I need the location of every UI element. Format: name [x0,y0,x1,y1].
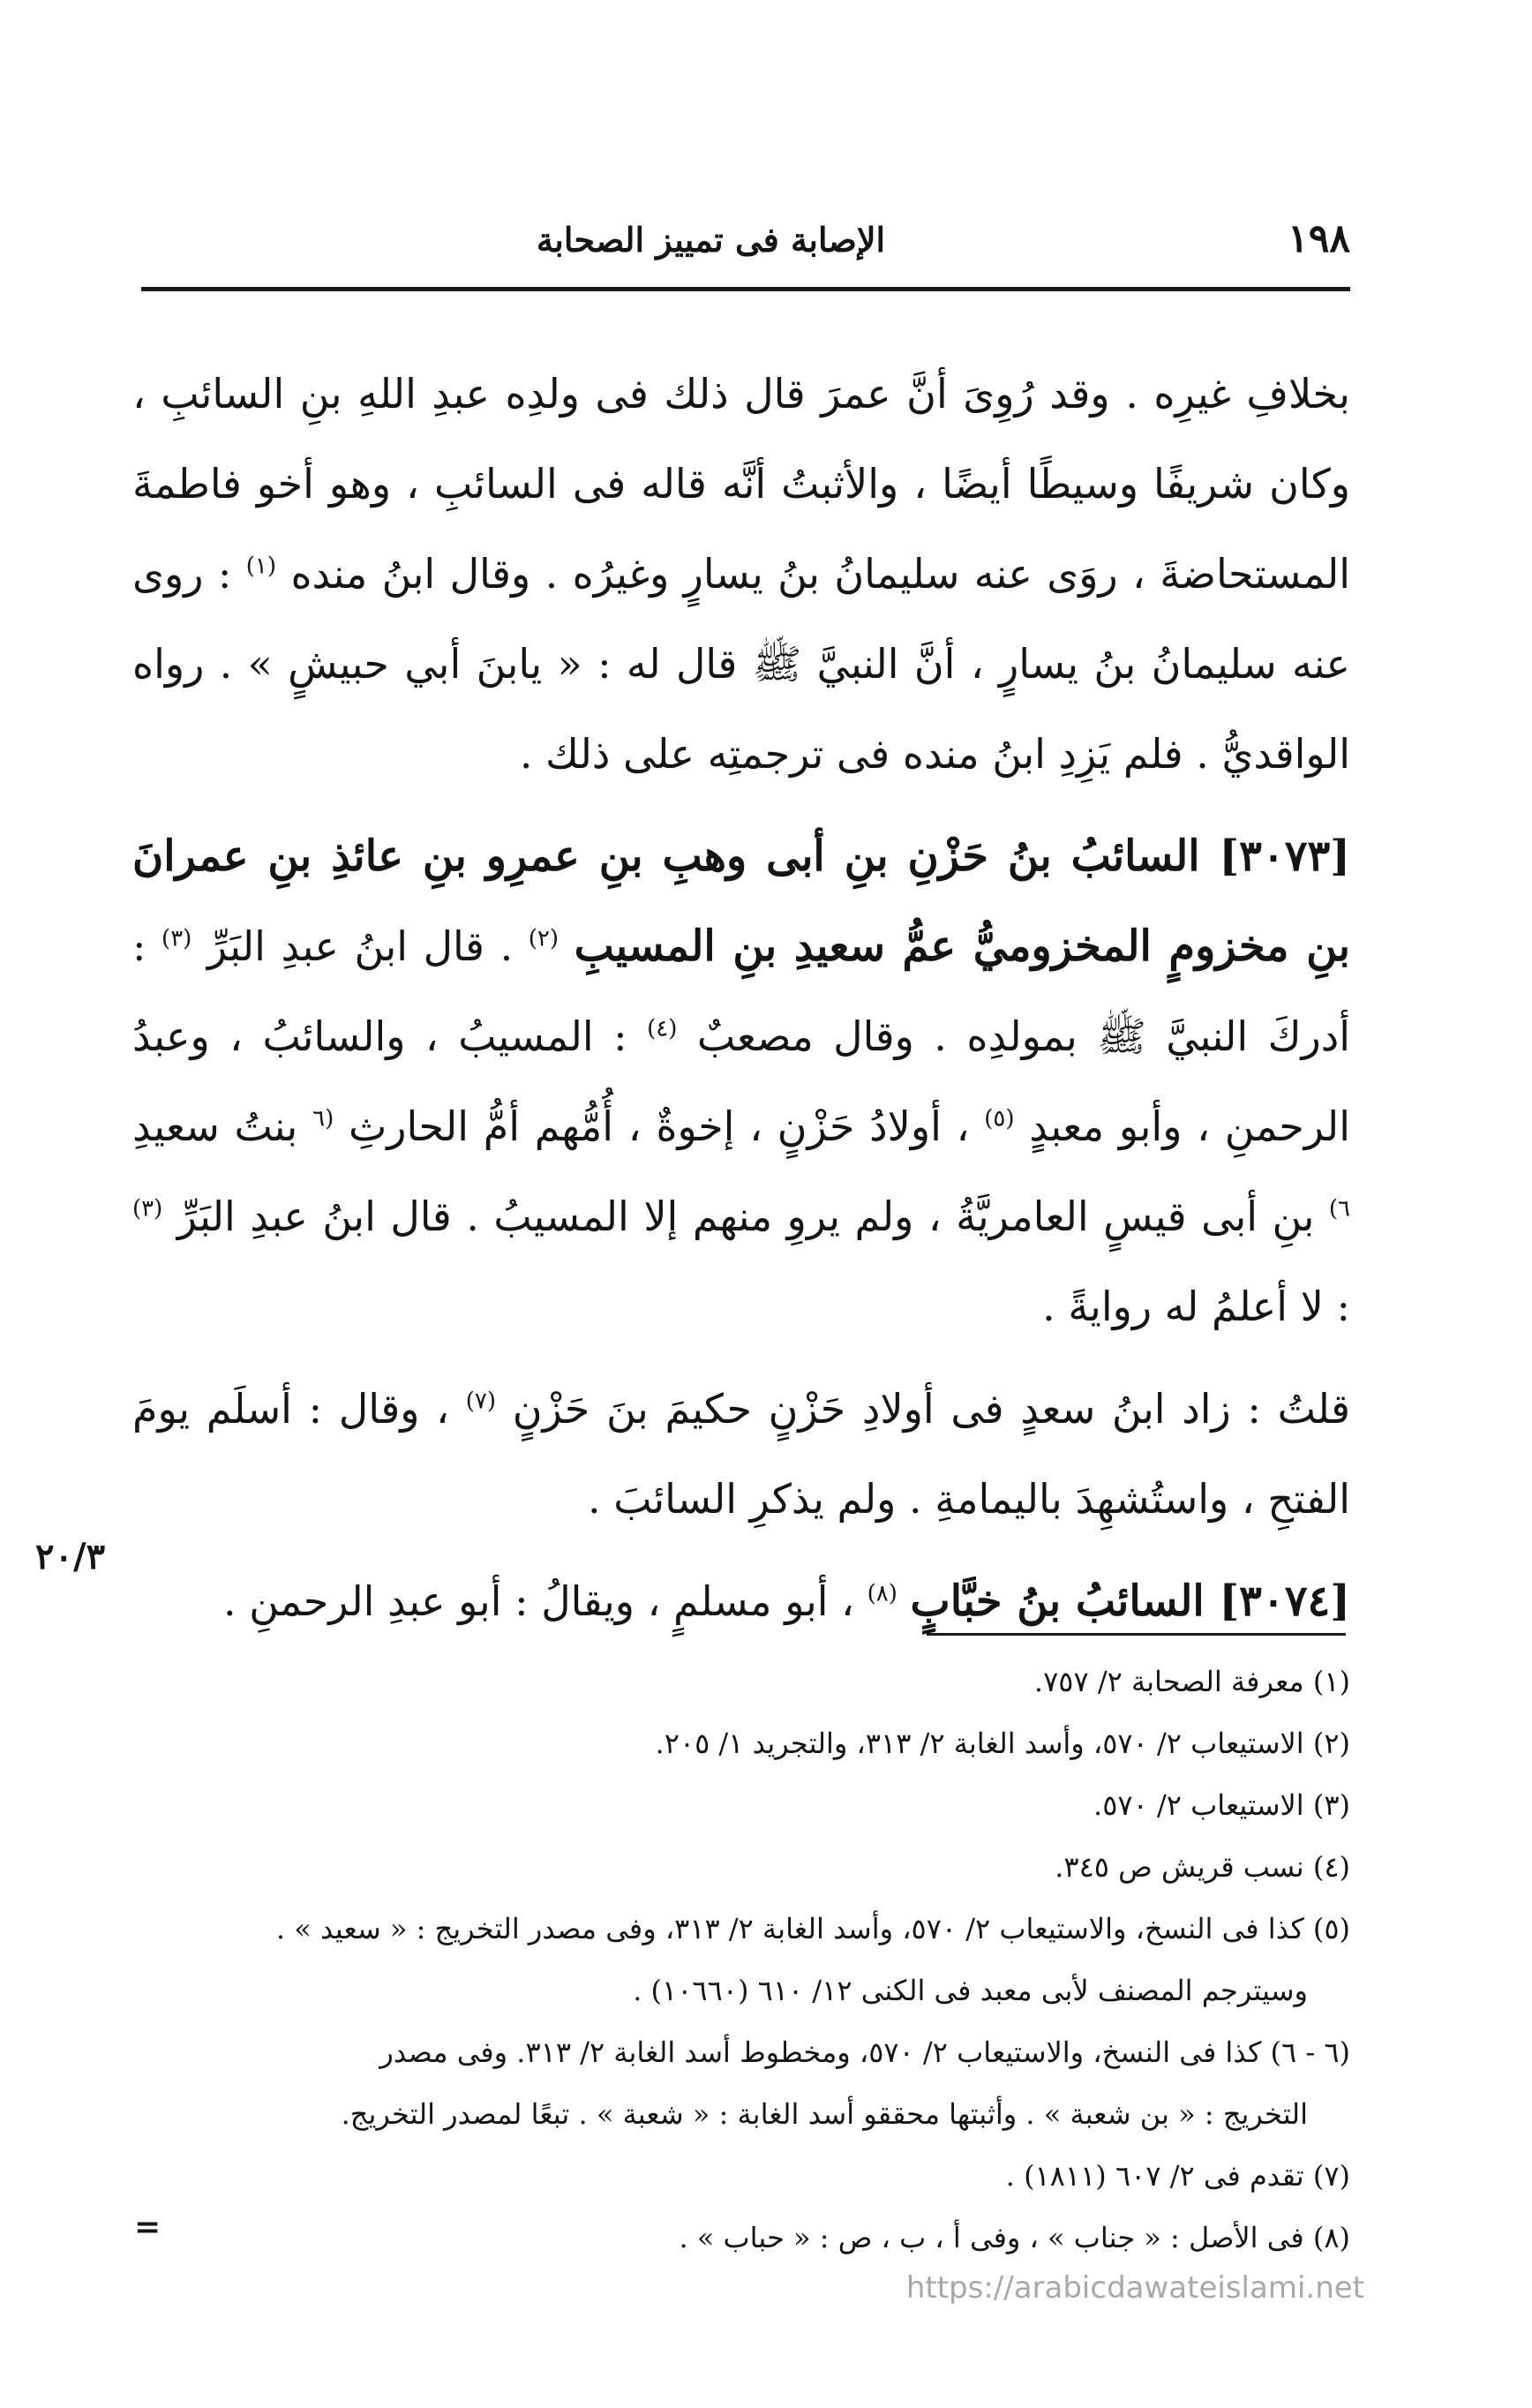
text-run: : أدركَ النبيَّ ﷺ بمولدِه . وقال مصعبٌ [132,922,1350,1060]
footnote-ref: (٢) [528,925,559,952]
footnote-continuation: التخريج : « بن شعبة » . وأثبتها محققو أسد الغابة : « شعبة » . تبعًا لمصدر التخريج. [341,2097,1308,2131]
text-run: ، أبو مسلمٍ ، ويقالُ : أبو عبدِ الرحمنِ . [222,1577,855,1625]
text-run: : روى عنه سليمانُ بنُ يسارٍ ، أنَّ النبيَّ ﷺ قال له : « يابنَ أبي حبيشٍ » . رواه الواقديُّ . فلم يَزِدِ ابنُ منده فى ترجمتِه على ذلك . [132,550,1350,778]
running-header [141,207,1350,278]
footnote-7 [132,2145,1350,2207]
footnote-ref: (٦ [312,1105,334,1133]
footnote-5 [132,1898,1350,2021]
footnote-rule [927,1633,1346,1636]
paragraph-entry-3073 [132,811,1350,1351]
paragraph-qultu [132,1364,1350,1544]
footnote-text: (٥) كذا فى النسخ، والاستيعاب ٢/ ٥٧٠، وأسد الغابة ٢/ ٣١٣، وفى مصدر التخريج : « سعيد » . [275,1912,1350,1945]
text-run: . قال ابنُ عبدِ البَرِّ [207,922,514,970]
text-run: بخلافِ غيرِه . وقد رُوِىَ أنَّ عمرَ قال ذلك فى ولدِه عبدِ اللهِ بنِ السائبِ ، وكان شريفًا وسيطًا أيضًا ، والأثبتُ أنَّه قاله فى السائبِ ، وهو أخو فاطمةَ المستحاضةَ ، روَى عنه سليمانُ بنُ يسارٍ وغيرُه . وقال ابنُ منده [132,370,1351,598]
footnote-text: (١) معرفة الصحابة ٢/ ٧٥٧. [1033,1665,1350,1698]
footnote-6 [132,2021,1350,2145]
text-run: بنتُ سعيدِ [132,1102,298,1150]
continuation-mark: = [134,2209,161,2246]
footnote-ref: (١) [245,553,277,580]
footnote-text: (٣) الاستيعاب ٢/ ٥٧٠. [1093,1788,1350,1822]
entry-heading-3073: [٣٠٧٣] السائبُ بنُ حَزْنِ بنِ أبى وهبِ بنِ عمرِو بنِ عائذِ بنِ عمرانَ بنِ مخزومٍ المخزوميُّ عمُّ سعيدِ بنِ المسيبِ [132,832,1351,971]
footnote-4 [132,1836,1350,1898]
footnote-8 [132,2207,1350,2269]
text-run: : المسيبُ ، والسائبُ ، وعبدُ الرحمنِ ، وأبو معبدٍ [132,1012,1350,1150]
footnote-ref: (٨) [867,1580,897,1607]
page-number: ١٩٨ [1288,216,1350,261]
footnote-ref: (٥) [984,1105,1015,1133]
entry-heading-3074: [٣٠٧٤] السائبُ بنُ خبَّابٍ [910,1576,1350,1626]
footnote-2 [132,1712,1350,1774]
footnote-text: (٦ - ٦) كذا فى النسخ، والاستيعاب ٢/ ٥٧٠، ومخطوط أسد الغابة ٢/ ٣١٣. وفى مصدر [379,2036,1350,2069]
footnote-continuation: وسيترجم المصنف لأبى معبد فى الكنى ١٢/ ٦١٠ (١٠٦٦٠) . [633,1974,1308,2007]
footnote-ref: (٧) [465,1388,497,1415]
footnote-ref: (٣) [132,1195,163,1223]
footnote-3 [132,1774,1350,1836]
text-run: ، أولادُ حَزْنٍ ، إخوةٌ ، أُمُّهم أمُّ الحارثِ [349,1102,970,1150]
footnote-1 [132,1651,1350,1712]
footnote-text: (٢) الاستيعاب ٢/ ٥٧٠، وأسد الغابة ٢/ ٣١٣، والتجريد ١/ ٢٠٥. [655,1727,1350,1760]
header-rule [141,287,1350,291]
footnote-text: (٨) فى الأصل : « جناب » ، وفى أ ، ب ، ص : « حباب » . [679,2221,1350,2254]
paragraph-1 [132,349,1350,799]
footnote-ref: (٤) [647,1015,678,1042]
footnote-text: (٧) تقدم فى ٢/ ٦٠٧ (١٨١١) . [1005,2159,1350,2193]
text-run: : لا أعلمُ له روايةً . [1042,1283,1350,1330]
footnote-ref: (٣) [161,925,192,952]
text-run: ، وقال : أسلَم يومَ الفتحِ ، واستُشهِدَ باليمامةِ . ولم يذكرِ السائبَ . [132,1385,1350,1523]
main-text [132,349,1350,1646]
watermark-url: https://arabicdawateislami.net [905,2270,1364,2306]
text-run: بنِ أبى قيسٍ العامريَّةُ ، ولم يروِ منهم إلا المسيبُ . قال ابنُ عبدِ البَرِّ [176,1193,1315,1240]
footnotes [132,1651,1350,2269]
text-run: قلتُ : زاد ابنُ سعدٍ فى أولادِ حَزْنٍ حكيمَ بنَ حَزْنٍ [512,1385,1351,1433]
margin-page-reference: ٢٠/٣ [35,1536,106,1577]
footnote-text: (٤) نسب قريش ص ٣٤٥. [1055,1850,1350,1884]
running-title: الإصابة فى تمييز الصحابة [536,220,886,260]
footnote-ref: ٦) [1328,1195,1350,1223]
